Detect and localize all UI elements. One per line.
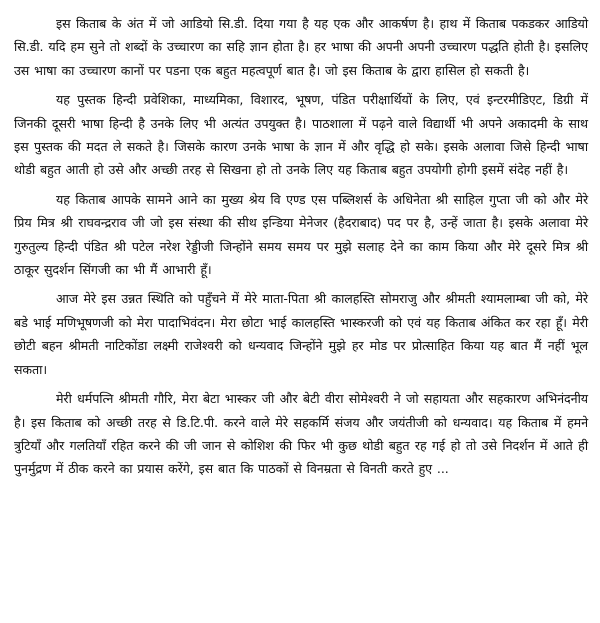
paragraph-family-thanks: आज मेरे इस उन्नत स्थिति को पहुँचने में मेरे माता-पिता श्री कालहस्ति सोमराजु और श्रीमती श्यामलाम्बा जी को, मेरे बडे भाई मणिभूषणजी को मेरा पादाभिवंदन। मेरा छोटा भाई कालहस्ति भास्करजी को एवं यह किताब अंकित कर रहा हूँ। मेरी छोटी बहन श्रीमती नाटिकोंडा लक्ष्मी राजेश्वरी को धन्यवाद जिन्होंने मुझे हर मोड पर प्रोत्साहित किया यह बात मैं नहीं भूल सकता।	[14, 291, 588, 377]
paragraph-audio-cd: इस किताब के अंत में जो आडियो सि.डी. दिया गया है यह एक और आकर्षण है। हाथ में किताब पकडकर आडियो सि.डी. यदि हम सुने तो शब्दों के उच्चारण का सहि ज्ञान होता है। हर भाषा की अपनी अपनी उच्चारण पद्धति होती है। इसलिए उस भाषा का उच्चारण कानों पर पडना एक बहुत महत्वपूर्ण बात है। जो इस किताब के द्वारा हासिल हो सकती है।	[14, 16, 588, 78]
paragraph-intended-readers: यह पुस्तक हिन्दी प्रवेशिका, माध्यमिका, विशारद, भूषण, पंडित परीक्षार्थियों के लिए, एवं इन्टरमीडिएट, डिग्री में जिनकी दूसरी भाषा हिन्दी है उनके लिए भी अत्यंत उपयुक्त है। पाठशाला में पढ़ने वाले विद्यार्थी भी अपने अकादमी के साथ इस पुस्तक की मदत ले सकते है। जिसके कारण उनके भाषा के ज्ञान में और वृद्धि हो सके। इसके अलावा जिसे हिन्दी भाषा थोडी बहुत आती हो उसे और अच्छी तरह से सिखना हो तो उनके लिए यह किताब बहुत उपयोगी होगी इसमें संदेह नहीं है।	[14, 92, 588, 178]
paragraph-closing-thanks: मेरी धर्मपत्नि श्रीमती गौरि, मेरा बेटा भास्कर जी और बेटी वीरा सोमेश्वरी ने जो सहायता और सहकारण अभिनंदनीय है। इस किताब को अच्छी तरह से डि.टि.पी. करने वाले मेरे सहकर्मि संजय और जयंतीजी को धन्यवाद। यह किताब में हमने त्रुटियाँ और गलतियाँ रहित करने की जी जान से कोशिश की फिर भी कुछ थोडी बहुत रह गई हो तो उसे निदर्शन में आते ही पुनर्मुद्रण में ठीक करने का प्रयास करेंगे, इस बात कि पाठकों से विनम्रता से विनती करते हुए ...	[14, 391, 588, 477]
paragraph-publisher-thanks: यह किताब आपके सामने आने का मुख्य श्रेय वि एण्ड एस पब्लिशर्स के अधिनेता श्री साहिल गुप्ता जी को और मेरे प्रिय मित्र श्री राघवन्द्रराव जी जो इस संस्था की सीथ इन्डिया मेनेजर (हैदराबाद) पद पर है, उन्हें जाता है। इसके अलावा मेरे गुरुतुल्य हिन्दी पंडित श्री पटेल नरेश रेड्डीजी जिन्होंने समय समय पर मुझे सलाह देने का काम किया और मेरे दूसरे मित्र श्री ठाकूर सुदर्शन सिंगजी का भी मैं आभारी हूँ।	[14, 191, 588, 278]
